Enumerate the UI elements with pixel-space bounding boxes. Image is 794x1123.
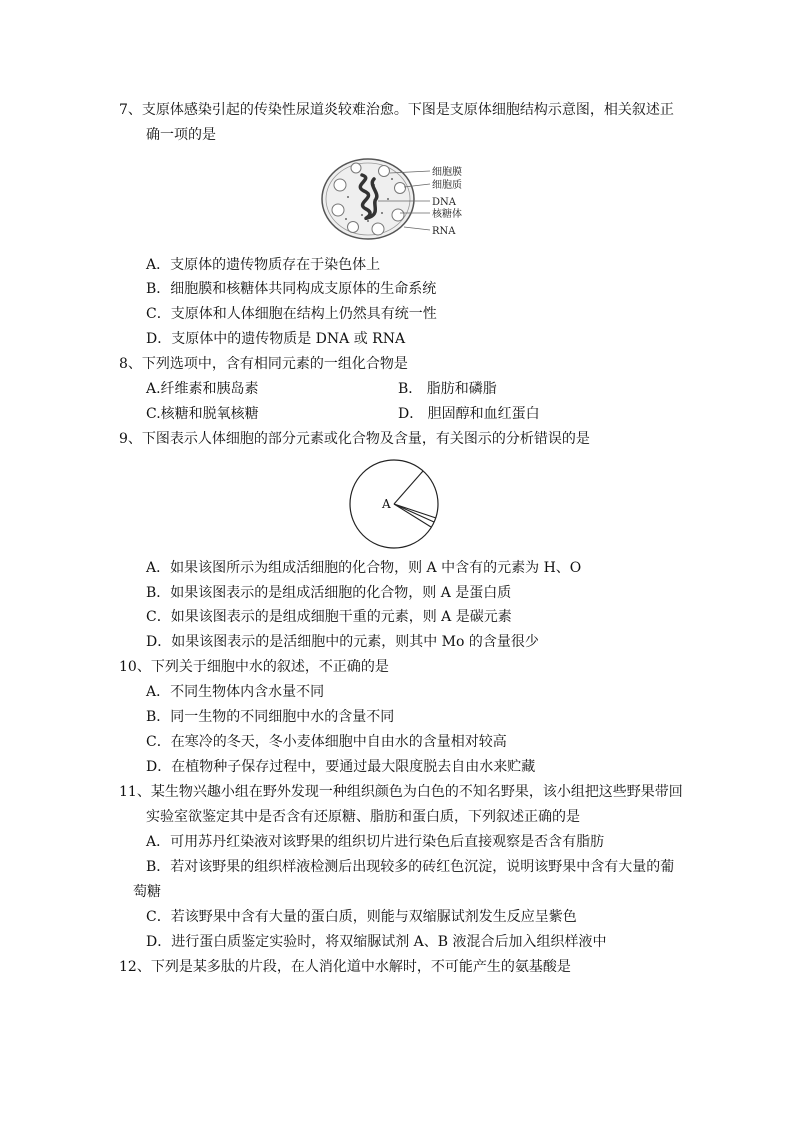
q9-option-d: D．如果该图表示的是活细胞中的元素，则其中 Mo 的含量很少 xyxy=(146,634,539,650)
pie-label-a: A xyxy=(382,497,391,511)
pie-diagram xyxy=(346,459,442,549)
q8-stem: 8、下列选项中，含有相同元素的一组化合物是 xyxy=(119,356,408,372)
q11-stem-line2: 实验室欲鉴定其中是否含有还原糖、脂肪和蛋白质，下列叙述正确的是 xyxy=(146,809,580,825)
q7-stem-line1: 7、支原体感染引起的传染性尿道炎较难治愈。下图是支原体细胞结构示意图，相关叙述正 xyxy=(119,102,674,118)
q7-option-a: A．支原体的遗传物质存在于染色体上 xyxy=(146,257,381,273)
q9-option-b: B．如果该图表示的是组成活细胞的化合物，则 A 是蛋白质 xyxy=(146,585,512,601)
label-cytoplasm: 细胞质 xyxy=(432,180,462,191)
q10-option-a: A．不同生物体内含水量不同 xyxy=(146,684,325,700)
q11-option-b-line1: B．若对该野果的组织样液检测后出现较多的砖红色沉淀，说明该野果中含有大量的葡 xyxy=(146,859,675,875)
q10-option-b: B．同一生物的不同细胞中水的含量不同 xyxy=(146,709,395,725)
q11-option-d: D．进行蛋白质鉴定实验时，将双缩脲试剂 A、B 液混合后加入组织样液中 xyxy=(146,934,607,950)
q10-option-c: C．在寒冷的冬天，冬小麦体细胞中自由水的含量相对较高 xyxy=(146,734,507,750)
q11-option-a: A．可用苏丹红染液对该野果的组织切片进行染色后直接观察是否含有脂肪 xyxy=(146,834,605,850)
mycoplasma-cell-diagram xyxy=(318,155,508,243)
label-cell-membrane: 细胞膜 xyxy=(432,167,462,178)
q8-option-d: D． 胆固醇和血红蛋白 xyxy=(398,406,540,422)
q11-option-b-line2: 萄糖 xyxy=(133,884,161,900)
q9-stem: 9、下图表示人体细胞的部分元素或化合物及含量，有关图示的分析错误的是 xyxy=(119,431,590,447)
q8-option-b: B． 脂肪和磷脂 xyxy=(398,381,497,397)
label-ribosome: 核糖体 xyxy=(432,209,462,220)
q11-stem-line1: 11、某生物兴趣小组在野外发现一种组织颜色为白色的不知名野果，该小组把这些野果带回 xyxy=(119,784,683,800)
q11-option-c: C．若该野果中含有大量的蛋白质，则能与双缩脲试剂发生反应呈紫色 xyxy=(146,909,577,925)
q10-option-d: D．在植物种子保存过程中，要通过最大限度脱去自由水来贮藏 xyxy=(146,759,536,775)
q8-option-c: C.核糖和脱氧核糖 xyxy=(146,406,259,422)
q7-stem-line2: 确一项的是 xyxy=(146,127,216,143)
label-dna: DNA xyxy=(432,197,456,208)
q7-option-b: B．细胞膜和核糖体共同构成支原体的生命系统 xyxy=(146,281,437,297)
q8-option-a: A.纤维素和胰岛素 xyxy=(146,381,259,397)
q10-stem: 10、下列关于细胞中水的叙述，不正确的是 xyxy=(119,659,389,675)
q9-option-c: C．如果该图表示的是组成细胞干重的元素，则 A 是碳元素 xyxy=(146,609,512,625)
q12-stem: 12、下列是某多肽的片段，在人消化道中水解时，不可能产生的氨基酸是 xyxy=(119,959,571,975)
q7-option-c: C．支原体和人体细胞在结构上仍然具有统一性 xyxy=(146,306,437,322)
q7-option-d: D．支原体中的遗传物质是 DNA 或 RNA xyxy=(146,331,406,347)
label-rna: RNA xyxy=(432,226,456,237)
q9-option-a: A．如果该图所示为组成活细胞的化合物，则 A 中含有的元素为 H、O xyxy=(146,560,582,576)
